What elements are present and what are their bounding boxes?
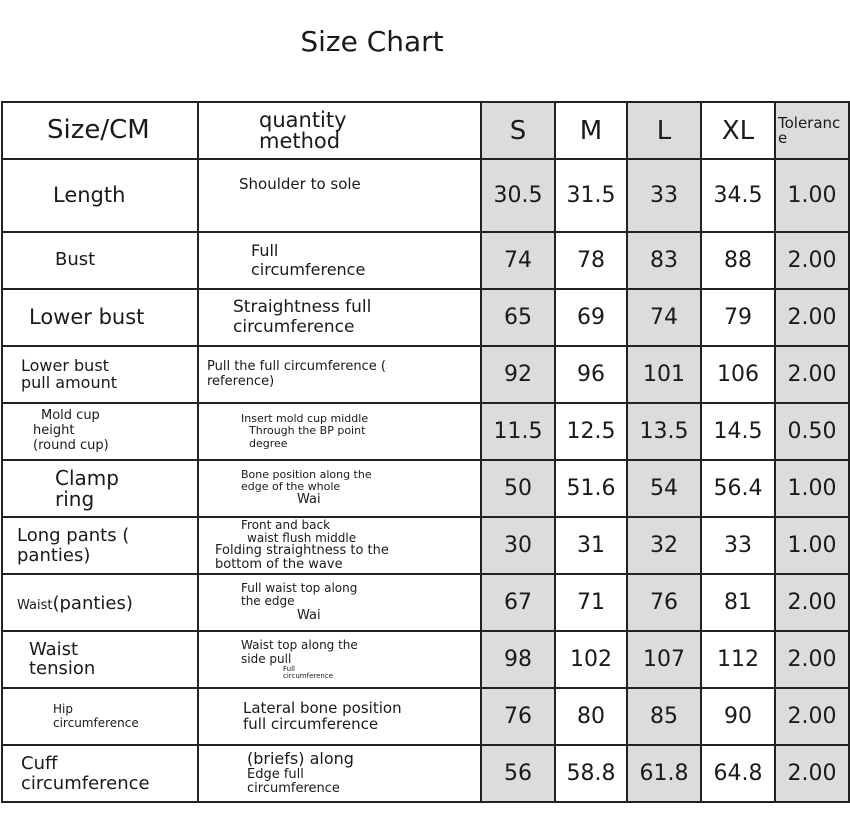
value-xl: 112 — [701, 631, 775, 688]
measure-method — [198, 574, 481, 631]
measure-name-line: Waist — [29, 638, 79, 660]
value-tolerance: 2.00 — [775, 688, 849, 745]
measure-name-line: Clamp — [55, 465, 119, 490]
measure-method-line: Full waist top along — [241, 581, 358, 596]
measure-name — [2, 517, 198, 574]
measure-method — [198, 517, 481, 574]
measure-name-line: tension — [29, 657, 96, 679]
measure-method — [198, 346, 481, 403]
value-m: 71 — [555, 574, 627, 631]
value-m: 51.6 — [555, 460, 627, 517]
measure-method-line: Edge full — [247, 767, 304, 783]
measure-name — [2, 159, 198, 232]
measure-name-line: height — [33, 423, 75, 439]
value-s: 67 — [481, 574, 555, 631]
value-tolerance: 0.50 — [775, 403, 849, 460]
measure-method — [198, 745, 481, 802]
value-tolerance: 2.00 — [775, 631, 849, 688]
value-tolerance: 2.00 — [775, 574, 849, 631]
value-tolerance: 2.00 — [775, 289, 849, 346]
value-m: 58.8 — [555, 745, 627, 802]
value-tolerance: 2.00 — [775, 232, 849, 289]
table-row — [2, 745, 849, 802]
measure-method-line: Wai — [297, 492, 321, 508]
value-l: 83 — [627, 232, 701, 289]
size-col-m: M — [555, 102, 627, 159]
table-row — [2, 232, 849, 289]
measure-method — [198, 159, 481, 232]
measure-method-line: Shoulder to sole — [239, 175, 361, 193]
value-m: 31.5 — [555, 159, 627, 232]
tolerance-header: Tolerance — [775, 102, 849, 159]
measure-name-line: Hip — [53, 701, 73, 716]
table-row — [2, 159, 849, 232]
value-s: 74 — [481, 232, 555, 289]
value-m: 31 — [555, 517, 627, 574]
measure-method — [198, 688, 481, 745]
measure-method-line: degree — [249, 436, 288, 450]
value-l: 101 — [627, 346, 701, 403]
value-m: 102 — [555, 631, 627, 688]
table-row — [2, 631, 849, 688]
measure-name-line: Lower bust — [29, 305, 145, 330]
measure-name-line: Mold cup — [41, 408, 100, 424]
measure-method-line: Straightness full — [233, 296, 372, 317]
value-s: 30.5 — [481, 159, 555, 232]
measure-name — [2, 574, 198, 631]
measure-name-line: ring — [55, 486, 95, 511]
method-header-line-1: quantity — [259, 107, 347, 132]
page-title: Size Chart — [300, 25, 444, 58]
value-l: 107 — [627, 631, 701, 688]
value-s: 92 — [481, 346, 555, 403]
method-header — [198, 102, 481, 159]
measure-method — [198, 460, 481, 517]
value-xl: 106 — [701, 346, 775, 403]
measure-method — [198, 403, 481, 460]
table-row — [2, 289, 849, 346]
value-tolerance: 1.00 — [775, 517, 849, 574]
measure-name — [2, 745, 198, 802]
measure-name-line: (round cup) — [33, 437, 109, 453]
table-row — [2, 460, 849, 517]
measure-name — [2, 346, 198, 403]
value-xl: 90 — [701, 688, 775, 745]
measure-method-line: waist flush middle — [247, 530, 357, 545]
size-col-xl: XL — [701, 102, 775, 159]
measure-method-line: edge of the whole — [241, 480, 341, 494]
measure-method-line: Folding straightness to the — [215, 543, 389, 559]
value-xl: 79 — [701, 289, 775, 346]
measure-method-line: Pull the full circumference ( — [207, 358, 386, 374]
measure-method-line: circumference — [247, 780, 340, 796]
value-xl: 33 — [701, 517, 775, 574]
value-l: 85 — [627, 688, 701, 745]
measure-method-line: circumference — [233, 316, 355, 337]
value-l: 54 — [627, 460, 701, 517]
table-header-row — [2, 102, 849, 159]
size-col-l: L — [627, 102, 701, 159]
measure-name — [2, 460, 198, 517]
measure-name-line: Bust — [55, 249, 96, 271]
measure-name-line: Length — [53, 183, 126, 208]
measure-name-line: Waist — [17, 597, 53, 613]
measure-method-line: Through the BP point — [249, 424, 366, 438]
measure-method-line: Lateral bone position — [243, 698, 402, 717]
measure-method-line: bottom of the wave — [215, 557, 343, 573]
value-tolerance: 1.00 — [775, 159, 849, 232]
measure-name-line: pull amount — [21, 372, 118, 392]
value-s: 98 — [481, 631, 555, 688]
value-tolerance: 2.00 — [775, 745, 849, 802]
measure-method-line: Waist top along the — [241, 638, 358, 653]
measure-method-line: the edge — [241, 594, 295, 609]
value-l: 61.8 — [627, 745, 701, 802]
value-tolerance: 1.00 — [775, 460, 849, 517]
measure-method — [198, 232, 481, 289]
value-xl: 64.8 — [701, 745, 775, 802]
value-l: 74 — [627, 289, 701, 346]
size-chart-table — [1, 101, 850, 803]
value-s: 50 — [481, 460, 555, 517]
value-xl: 14.5 — [701, 403, 775, 460]
measure-method-line: (briefs) along — [247, 749, 354, 769]
value-xl: 34.5 — [701, 159, 775, 232]
value-xl: 56.4 — [701, 460, 775, 517]
table-row — [2, 574, 849, 631]
size-header-label: Size/CM — [47, 114, 150, 145]
measure-name-line: panties) — [17, 544, 91, 566]
value-m: 78 — [555, 232, 627, 289]
measure-name — [2, 688, 198, 745]
value-l: 32 — [627, 517, 701, 574]
value-s: 76 — [481, 688, 555, 745]
measure-method-line: side pull — [241, 651, 292, 666]
measure-name — [2, 289, 198, 346]
measure-name — [2, 403, 198, 460]
measure-method-line: Insert mold cup middle — [241, 412, 369, 426]
value-tolerance: 2.00 — [775, 346, 849, 403]
size-header — [2, 102, 198, 159]
measure-name-line: (panties) — [52, 592, 133, 614]
measure-name-line: Long pants ( — [17, 524, 130, 546]
measure-method-line: reference) — [207, 373, 275, 389]
value-l: 76 — [627, 574, 701, 631]
measure-name-line: Cuff — [21, 752, 58, 774]
measure-method — [198, 631, 481, 688]
value-l: 33 — [627, 159, 701, 232]
value-l: 13.5 — [627, 403, 701, 460]
table-row — [2, 403, 849, 460]
table-row — [2, 346, 849, 403]
measure-method — [198, 289, 481, 346]
value-m: 96 — [555, 346, 627, 403]
measure-name-line: circumference — [21, 772, 150, 794]
value-s: 56 — [481, 745, 555, 802]
value-s: 65 — [481, 289, 555, 346]
value-s: 11.5 — [481, 403, 555, 460]
measure-name-line: Lower bust — [21, 355, 109, 375]
size-col-s: S — [481, 102, 555, 159]
table-row — [2, 517, 849, 574]
measure-method-line: Front and back — [241, 518, 331, 533]
measure-method-line: circumference — [283, 671, 334, 680]
measure-name-line: circumference — [53, 715, 139, 730]
value-s: 30 — [481, 517, 555, 574]
value-xl: 81 — [701, 574, 775, 631]
measure-name — [2, 631, 198, 688]
value-m: 80 — [555, 688, 627, 745]
measure-method-line: Full — [251, 241, 279, 261]
value-m: 12.5 — [555, 403, 627, 460]
measure-method-line: circumference — [251, 259, 366, 279]
measure-method-line: Full — [283, 664, 295, 673]
method-header-line-2: method — [259, 128, 341, 153]
table-row — [2, 688, 849, 745]
value-m: 69 — [555, 289, 627, 346]
measure-name — [2, 232, 198, 289]
value-xl: 88 — [701, 232, 775, 289]
measure-method-line: full circumference — [243, 714, 379, 733]
measure-method-line: Wai — [297, 607, 321, 623]
measure-method-line: Bone position along the — [241, 468, 372, 482]
